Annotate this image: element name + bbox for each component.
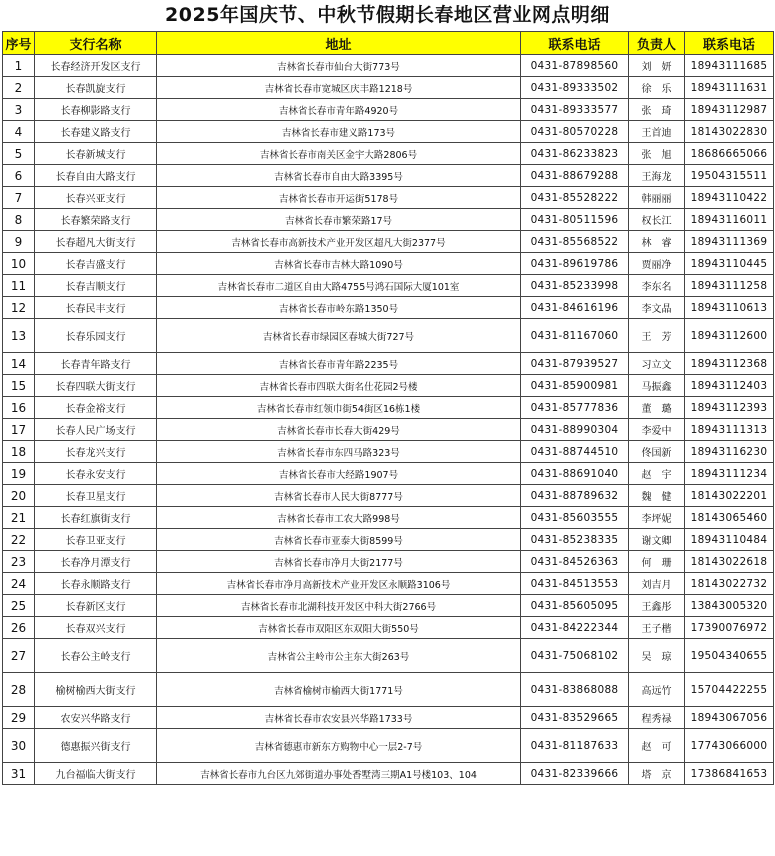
table-row [3, 121, 774, 143]
branch-name-cell: 长春民丰支行 [35, 297, 157, 319]
phone-cell: 0431-88789632 [521, 485, 629, 507]
mobile-cell: 17743066000 [685, 729, 774, 763]
branch-table [2, 31, 774, 785]
address-cell: 吉林省长春市四联大街名仕花园2号楼 [157, 375, 521, 397]
branch-name-cell: 长春龙兴支行 [35, 441, 157, 463]
phone-cell: 0431-85605095 [521, 595, 629, 617]
phone-cell: 0431-75068102 [521, 639, 629, 673]
branch-name-cell: 长春四联大街支行 [35, 375, 157, 397]
row-number-cell: 17 [3, 419, 35, 441]
manager-cell: 张 琦 [629, 99, 685, 121]
table-row [3, 441, 774, 463]
mobile-cell: 18943111234 [685, 463, 774, 485]
address-cell: 吉林省长春市人民大街8777号 [157, 485, 521, 507]
header-row [3, 32, 774, 55]
address-cell: 吉林省长春市北湖科技开发区中科大街2766号 [157, 595, 521, 617]
manager-cell: 王海龙 [629, 165, 685, 187]
phone-cell: 0431-85568522 [521, 231, 629, 253]
mobile-cell: 13843005320 [685, 595, 774, 617]
manager-cell: 李爱中 [629, 419, 685, 441]
phone-cell: 0431-83868088 [521, 673, 629, 707]
header-manager: 负责人 [629, 32, 685, 55]
branch-name-cell: 长春双兴支行 [35, 617, 157, 639]
phone-cell: 0431-89619786 [521, 253, 629, 275]
row-number-cell: 18 [3, 441, 35, 463]
phone-cell: 0431-89333577 [521, 99, 629, 121]
table-row [3, 639, 774, 673]
manager-cell: 李东名 [629, 275, 685, 297]
manager-cell: 佟国新 [629, 441, 685, 463]
manager-cell: 魏 健 [629, 485, 685, 507]
address-cell: 吉林省长春市大经路1907号 [157, 463, 521, 485]
manager-cell: 刘 妍 [629, 55, 685, 77]
table-row [3, 729, 774, 763]
manager-cell: 吴 琼 [629, 639, 685, 673]
phone-cell: 0431-86233823 [521, 143, 629, 165]
phone-cell: 0431-85900981 [521, 375, 629, 397]
mobile-cell: 18943111631 [685, 77, 774, 99]
row-number-cell: 31 [3, 763, 35, 785]
branch-name-cell: 长春青年路支行 [35, 353, 157, 375]
phone-cell: 0431-85603555 [521, 507, 629, 529]
row-number-cell: 5 [3, 143, 35, 165]
table-row [3, 77, 774, 99]
branch-name-cell: 长春新城支行 [35, 143, 157, 165]
table-row [3, 275, 774, 297]
mobile-cell: 18943116230 [685, 441, 774, 463]
manager-cell: 韩丽丽 [629, 187, 685, 209]
mobile-cell: 18943112403 [685, 375, 774, 397]
phone-cell: 0431-80570228 [521, 121, 629, 143]
branch-name-cell: 长春建义路支行 [35, 121, 157, 143]
row-number-cell: 15 [3, 375, 35, 397]
branch-name-cell: 长春卫星支行 [35, 485, 157, 507]
row-number-cell: 11 [3, 275, 35, 297]
table-row [3, 209, 774, 231]
table-row [3, 529, 774, 551]
row-number-cell: 28 [3, 673, 35, 707]
address-cell: 吉林省长春市仙台大街773号 [157, 55, 521, 77]
branch-name-cell: 长春乐园支行 [35, 319, 157, 353]
branch-name-cell: 长春公主岭支行 [35, 639, 157, 673]
address-cell: 吉林省长春市岭东路1350号 [157, 297, 521, 319]
row-number-cell: 13 [3, 319, 35, 353]
branch-name-cell: 长春金裕支行 [35, 397, 157, 419]
manager-cell: 权长江 [629, 209, 685, 231]
address-cell: 吉林省长春市繁荣路17号 [157, 209, 521, 231]
manager-cell: 赵 可 [629, 729, 685, 763]
address-cell: 吉林省长春市双阳区东双阳大街550号 [157, 617, 521, 639]
mobile-cell: 18943111369 [685, 231, 774, 253]
address-cell: 吉林省长春市亚泰大街8599号 [157, 529, 521, 551]
phone-cell: 0431-89333502 [521, 77, 629, 99]
row-number-cell: 6 [3, 165, 35, 187]
table-row [3, 187, 774, 209]
branch-name-cell: 长春繁荣路支行 [35, 209, 157, 231]
table-row [3, 595, 774, 617]
branch-name-cell: 长春兴亚支行 [35, 187, 157, 209]
mobile-cell: 15704422255 [685, 673, 774, 707]
mobile-cell: 18143022618 [685, 551, 774, 573]
manager-cell: 王首迪 [629, 121, 685, 143]
mobile-cell: 18943112368 [685, 353, 774, 375]
table-row [3, 143, 774, 165]
mobile-cell: 18143022201 [685, 485, 774, 507]
table-row [3, 353, 774, 375]
address-cell: 吉林省长春市农安县兴华路1733号 [157, 707, 521, 729]
table-row [3, 419, 774, 441]
row-number-cell: 19 [3, 463, 35, 485]
row-number-cell: 26 [3, 617, 35, 639]
row-number-cell: 29 [3, 707, 35, 729]
table-row [3, 551, 774, 573]
manager-cell: 林 睿 [629, 231, 685, 253]
phone-cell: 0431-85238335 [521, 529, 629, 551]
phone-cell: 0431-88990304 [521, 419, 629, 441]
phone-cell: 0431-81167060 [521, 319, 629, 353]
table-row [3, 763, 774, 785]
table-row [3, 165, 774, 187]
table-row [3, 397, 774, 419]
address-cell: 吉林省长春市高新技术产业开发区超凡大街2377号 [157, 231, 521, 253]
manager-cell: 徐 乐 [629, 77, 685, 99]
manager-cell: 塔 京 [629, 763, 685, 785]
table-row [3, 573, 774, 595]
header-number: 序号 [3, 32, 35, 55]
phone-cell: 0431-84513553 [521, 573, 629, 595]
branch-name-cell: 长春吉顺支行 [35, 275, 157, 297]
branch-name-cell: 长春超凡大街支行 [35, 231, 157, 253]
address-cell: 吉林省长春市净月大街2177号 [157, 551, 521, 573]
manager-cell: 王鑫彤 [629, 595, 685, 617]
branch-name-cell: 农安兴华路支行 [35, 707, 157, 729]
mobile-cell: 19504340655 [685, 639, 774, 673]
row-number-cell: 14 [3, 353, 35, 375]
table-row [3, 617, 774, 639]
phone-cell: 0431-83529665 [521, 707, 629, 729]
phone-cell: 0431-84526363 [521, 551, 629, 573]
branch-name-cell: 长春人民广场支行 [35, 419, 157, 441]
address-cell: 吉林省长春市二道区自由大路4755号鸿石国际大厦101室 [157, 275, 521, 297]
row-number-cell: 16 [3, 397, 35, 419]
row-number-cell: 7 [3, 187, 35, 209]
table-row [3, 707, 774, 729]
phone-cell: 0431-87898560 [521, 55, 629, 77]
table-row [3, 463, 774, 485]
mobile-cell: 18943110484 [685, 529, 774, 551]
mobile-cell: 18943111685 [685, 55, 774, 77]
address-cell: 吉林省长春市九台区九郊街道办事处香墅湾三期A1号楼103、104 [157, 763, 521, 785]
manager-cell: 马振鑫 [629, 375, 685, 397]
phone-cell: 0431-80511596 [521, 209, 629, 231]
address-cell: 吉林省长春市青年路2235号 [157, 353, 521, 375]
phone-cell: 0431-85528222 [521, 187, 629, 209]
manager-cell: 高远竹 [629, 673, 685, 707]
mobile-cell: 19504315511 [685, 165, 774, 187]
mobile-cell: 18143022830 [685, 121, 774, 143]
table-row [3, 673, 774, 707]
branch-name-cell: 长春吉盛支行 [35, 253, 157, 275]
address-cell: 吉林省公主岭市公主东大街263号 [157, 639, 521, 673]
mobile-cell: 18143022732 [685, 573, 774, 595]
address-cell: 吉林省长春市工农大路998号 [157, 507, 521, 529]
table-row [3, 231, 774, 253]
phone-cell: 0431-81187633 [521, 729, 629, 763]
mobile-cell: 18943112600 [685, 319, 774, 353]
mobile-cell: 18943067056 [685, 707, 774, 729]
table-row [3, 375, 774, 397]
branch-name-cell: 九台福临大街支行 [35, 763, 157, 785]
phone-cell: 0431-87939527 [521, 353, 629, 375]
address-cell: 吉林省长春市红领巾街54街区16栋1楼 [157, 397, 521, 419]
manager-cell: 刘吉月 [629, 573, 685, 595]
mobile-cell: 18943112987 [685, 99, 774, 121]
address-cell: 吉林省长春市净月高新技术产业开发区永顺路3106号 [157, 573, 521, 595]
row-number-cell: 24 [3, 573, 35, 595]
row-number-cell: 2 [3, 77, 35, 99]
address-cell: 吉林省德惠市新东方购物中心一层2-7号 [157, 729, 521, 763]
row-number-cell: 27 [3, 639, 35, 673]
row-number-cell: 20 [3, 485, 35, 507]
address-cell: 吉林省长春市建义路173号 [157, 121, 521, 143]
manager-cell: 张 旭 [629, 143, 685, 165]
address-cell: 吉林省长春市开运街5178号 [157, 187, 521, 209]
address-cell: 吉林省榆树市榆西大街1771号 [157, 673, 521, 707]
manager-cell: 程秀禄 [629, 707, 685, 729]
mobile-cell: 18143065460 [685, 507, 774, 529]
row-number-cell: 9 [3, 231, 35, 253]
branch-name-cell: 长春卫亚支行 [35, 529, 157, 551]
manager-cell: 王 芳 [629, 319, 685, 353]
mobile-cell: 18943111258 [685, 275, 774, 297]
mobile-cell: 18943110613 [685, 297, 774, 319]
branch-name-cell: 长春红旗街支行 [35, 507, 157, 529]
address-cell: 吉林省长春市东四马路323号 [157, 441, 521, 463]
row-number-cell: 12 [3, 297, 35, 319]
mobile-cell: 18943116011 [685, 209, 774, 231]
phone-cell: 0431-82339666 [521, 763, 629, 785]
table-row [3, 507, 774, 529]
row-number-cell: 22 [3, 529, 35, 551]
address-cell: 吉林省长春市宽城区庆丰路1218号 [157, 77, 521, 99]
branch-name-cell: 长春永安支行 [35, 463, 157, 485]
address-cell: 吉林省长春市绿园区春城大街727号 [157, 319, 521, 353]
address-cell: 吉林省长春市自由大路3395号 [157, 165, 521, 187]
manager-cell: 李文晶 [629, 297, 685, 319]
branch-name-cell: 长春新区支行 [35, 595, 157, 617]
branch-name-cell: 长春凯旋支行 [35, 77, 157, 99]
mobile-cell: 17386841653 [685, 763, 774, 785]
row-number-cell: 21 [3, 507, 35, 529]
mobile-cell: 18943110422 [685, 187, 774, 209]
branch-name-cell: 长春柳影路支行 [35, 99, 157, 121]
phone-cell: 0431-88744510 [521, 441, 629, 463]
mobile-cell: 18943112393 [685, 397, 774, 419]
table-row [3, 253, 774, 275]
address-cell: 吉林省长春市青年路4920号 [157, 99, 521, 121]
phone-cell: 0431-88691040 [521, 463, 629, 485]
address-cell: 吉林省长春市吉林大路1090号 [157, 253, 521, 275]
phone-cell: 0431-88679288 [521, 165, 629, 187]
manager-cell: 王子楷 [629, 617, 685, 639]
row-number-cell: 25 [3, 595, 35, 617]
row-number-cell: 10 [3, 253, 35, 275]
branch-name-cell: 长春永顺路支行 [35, 573, 157, 595]
manager-cell: 谢文卿 [629, 529, 685, 551]
mobile-cell: 18686665066 [685, 143, 774, 165]
row-number-cell: 4 [3, 121, 35, 143]
manager-cell: 贾丽净 [629, 253, 685, 275]
table-row [3, 99, 774, 121]
header-branch-name: 支行名称 [35, 32, 157, 55]
branch-name-cell: 长春自由大路支行 [35, 165, 157, 187]
table-row [3, 485, 774, 507]
header-phone: 联系电话 [521, 32, 629, 55]
header-mobile: 联系电话 [685, 32, 774, 55]
manager-cell: 习立文 [629, 353, 685, 375]
branch-name-cell: 德惠振兴街支行 [35, 729, 157, 763]
mobile-cell: 18943111313 [685, 419, 774, 441]
address-cell: 吉林省长春市南关区金宇大路2806号 [157, 143, 521, 165]
branch-name-cell: 长春净月潭支行 [35, 551, 157, 573]
table-row [3, 55, 774, 77]
phone-cell: 0431-85233998 [521, 275, 629, 297]
phone-cell: 0431-84616196 [521, 297, 629, 319]
mobile-cell: 17390076972 [685, 617, 774, 639]
row-number-cell: 23 [3, 551, 35, 573]
row-number-cell: 30 [3, 729, 35, 763]
table-row [3, 297, 774, 319]
row-number-cell: 1 [3, 55, 35, 77]
manager-cell: 何 珊 [629, 551, 685, 573]
header-address: 地址 [157, 32, 521, 55]
manager-cell: 董 璐 [629, 397, 685, 419]
address-cell: 吉林省长春市长春大街429号 [157, 419, 521, 441]
branch-name-cell: 长春经济开发区支行 [35, 55, 157, 77]
table-row [3, 319, 774, 353]
branch-name-cell: 榆树榆西大街支行 [35, 673, 157, 707]
phone-cell: 0431-84222344 [521, 617, 629, 639]
manager-cell: 赵 宇 [629, 463, 685, 485]
page-title: 2025年国庆节、中秋节假期长春地区营业网点明细 [165, 4, 610, 26]
mobile-cell: 18943110445 [685, 253, 774, 275]
phone-cell: 0431-85777836 [521, 397, 629, 419]
row-number-cell: 8 [3, 209, 35, 231]
row-number-cell: 3 [3, 99, 35, 121]
manager-cell: 李坪妮 [629, 507, 685, 529]
